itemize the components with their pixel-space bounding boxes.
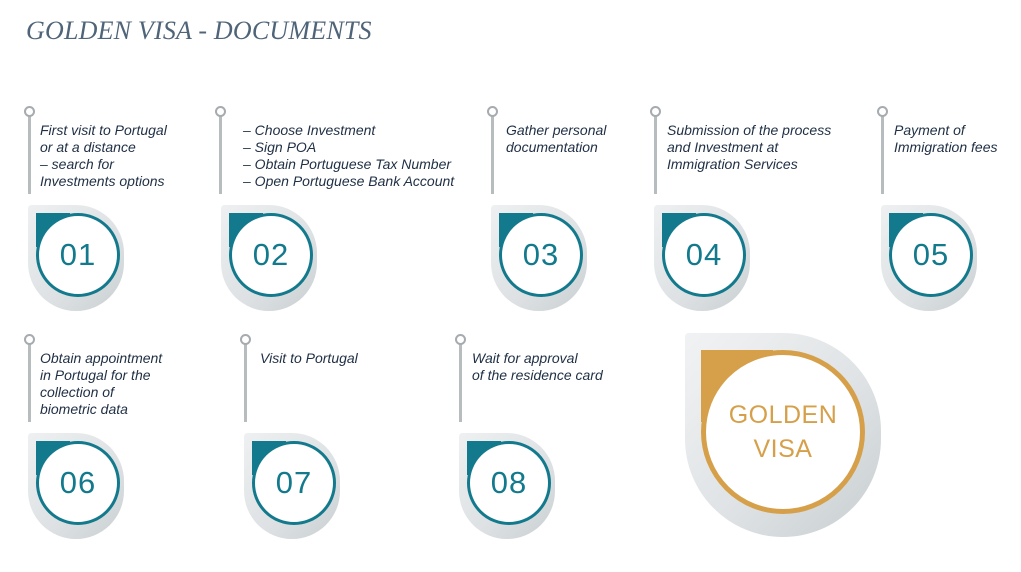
badge-circle [252,441,336,525]
step-07 [240,334,440,554]
badge-circle [662,213,746,297]
pin-line [219,114,222,194]
step-badge [221,205,317,311]
step-description: Submission of the process and Investment at Immigration Services [667,122,832,172]
pin-dot-icon [487,106,498,117]
step-description: First visit to Portugal or at a distance – search for Investments options [40,122,167,189]
pin-dot-icon [24,334,35,345]
step-badge [244,433,340,539]
pin-line [28,342,31,422]
pin-dot-icon [240,334,251,345]
pin-line [244,342,247,422]
step-number: 05 [912,237,950,272]
step-02 [215,106,455,326]
badge-circle [467,441,551,525]
badge-circle [499,213,583,297]
step-number: 07 [275,465,313,500]
step-badge [28,205,124,311]
pin-line [491,114,494,194]
badge-circle [36,441,120,525]
step-badge [459,433,555,539]
step-06 [24,334,224,554]
golden-visa-badge [685,333,881,537]
step-description: Payment of Immigration fees [894,122,998,155]
step-number: 08 [490,465,528,500]
step-number: 04 [685,237,723,272]
pin-line [881,114,884,194]
step-number: 01 [59,237,97,272]
step-badge [491,205,587,311]
step-number: 06 [59,465,97,500]
pin-line [28,114,31,194]
badge-circle [889,213,973,297]
step-badge [654,205,750,311]
step-description: – Choose Investment – Sign POA – Obtain Portuguese Tax Number – Open Portuguese Bank Account [243,122,455,189]
step-number: 03 [522,237,560,272]
page-title: GOLDEN VISA - DOCUMENTS [26,16,372,45]
step-01 [24,106,224,326]
step-description: Gather personal documentation [506,122,607,155]
badge-circle [36,213,120,297]
golden-visa-label: GOLDEN VISA [728,401,838,463]
step-description: Obtain appointment in Portugal for the collection of biometric data [40,350,163,417]
pin-line [654,114,657,194]
pin-dot-icon [877,106,888,117]
pin-dot-icon [455,334,466,345]
step-04 [650,106,850,326]
badge-circle [229,213,313,297]
step-number: 02 [252,237,290,272]
gold-badge-circle [701,350,865,514]
pin-line [459,342,462,422]
step-description: Visit to Portugal [260,350,358,366]
pin-dot-icon [24,106,35,117]
step-badge [881,205,977,311]
step-08 [455,334,655,554]
step-05 [877,106,1017,326]
step-badge [28,433,124,539]
pin-dot-icon [215,106,226,117]
pin-dot-icon [650,106,661,117]
step-description: Wait for approval of the residence card [472,350,603,383]
